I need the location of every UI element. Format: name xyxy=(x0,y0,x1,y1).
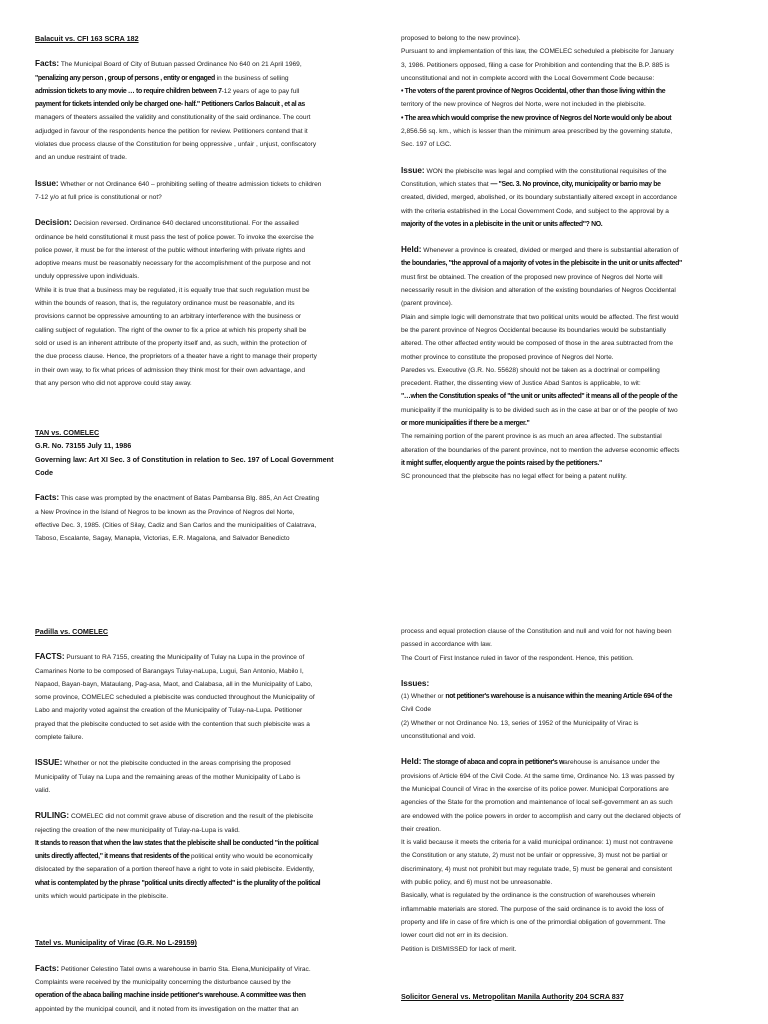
decision-line: adoptive means must be reasonably necessary for the accomplishment of the purpose and not xyxy=(35,260,311,268)
held-line: The remaining portion of the parent province is as much an area affected. The substantial xyxy=(401,433,662,441)
decision-line: While it is true that a business may be regulated, it is equally true that such regulation must be xyxy=(35,286,310,294)
facts-label: Facts: xyxy=(35,493,60,503)
held-line: municipality if the municipality is to be divided such as in the case at bar or of the people of two xyxy=(401,406,678,414)
held-line: Paredes vs. Executive (G.R. No. 55628) should not be taken as a doctrinal or compelling xyxy=(401,366,660,374)
held-line: altered. The other affected entity would be composed of those in the area subtracted from the xyxy=(401,340,674,348)
decision-label: Decision: xyxy=(35,218,72,228)
text-line: proposed to belong to the new province). xyxy=(401,35,521,42)
top-left-column xyxy=(35,32,369,546)
held-line: it might suffer, eloquently argue the points raised by the petitioners." xyxy=(401,459,602,467)
held-line: be the parent province of Negros Occidental because its boundaries would be substantially xyxy=(401,326,667,334)
bullet-line: • The area which would comprise the new province of Negros del Norte would only be about xyxy=(401,114,672,122)
held-line: discriminatory, 4) must not prohibit but may regulate trade, 5) must be general and consistent xyxy=(401,865,673,873)
held-line: agencies of the State for the promotion and maintenance of local self-government an as such xyxy=(401,799,673,807)
issue-line: (2) Whether or not Ordinance No. 13, series of 1952 of the Municipality of Virac is xyxy=(401,719,639,727)
ruling-line: what is contemplated by the phrase "political units directly affected" is the plurality of the political xyxy=(35,879,321,887)
issue-line: ISSUE: Whether or not the plebiscite conducted in the areas comprising the proposed xyxy=(35,758,291,768)
facts-line: "penalizing any person , group of persons , entity or engaged in the business of selling xyxy=(35,74,289,82)
case-gr-number: G.R. No. 73155 July 11, 1986 xyxy=(35,441,132,451)
issue-line: unconstitutional and void. xyxy=(401,733,476,741)
ruling-line: units which would participate in the plebiscite. xyxy=(35,893,169,901)
case-title-solgen: Solicitor General vs. Metropolitan Manila Authority 204 SCRA 837 xyxy=(401,991,624,1001)
decision-line: the due process clause. Hence, the proprietors of a theater have a right to manage their property xyxy=(35,353,317,361)
top-right-column xyxy=(401,32,735,484)
issue-line: with the criteria established in the Local Government Code, and subject to the approval by a xyxy=(401,207,669,215)
held-line: necessarily result in the division and alteration of the existing boundaries of Negros Occidental xyxy=(401,287,676,295)
held-line: lower court did not err in its decision. xyxy=(401,932,509,940)
held-line: inflammable materials are stored. The purpose of the said ordinance is to avoid the loss of xyxy=(401,905,664,913)
facts-line: admission tickets to any movie … to require children between 7-12 years of age to pay full xyxy=(35,87,300,95)
bottom-left-column xyxy=(35,625,369,1016)
issue-line: 7-12 y/o at full price is constitutional or not? xyxy=(35,193,162,201)
ruling-line: rejecting the creation of the new municipality of Tulay-na-Lupa is valid. xyxy=(35,826,240,834)
facts-line: Labo and majority voted against the creation of the Municipality of Tulay-na-Lupa. Petitioner xyxy=(35,707,303,715)
decision-line: Decision: Decision reversed. Ordinance 640 declared unconstitutional. For the assailed xyxy=(35,218,299,228)
held-line: must first be obtained. The creation of the proposed new province of Negros del Norte will xyxy=(401,273,663,281)
facts-line: payment for tickets intended only be charged one- half." Petitioners Carlos Balacuit , et al as xyxy=(35,101,305,109)
issue-line: Constitution, which states that — "Sec. 3. No province, city, municipality or barrio may be xyxy=(401,180,661,188)
issue-line: Issue: Whether or not Ordinance 640 – prohibiting selling of theatre admission tickets to children xyxy=(35,178,322,188)
decision-line: calling subject of regulation. The right of the owner to fix a price at which his property shall be xyxy=(35,326,307,334)
issue-line: Issue: WON the plebiscite was legal and complied with the constitutional requisites of the xyxy=(401,165,667,175)
held-line: Held: The storage of abaca and copra in petitioner's warehouse is anuisance under the xyxy=(401,757,660,767)
held-line: mother province to constitute the proposed province of Negros del Norte. xyxy=(401,353,614,361)
text-line: Pursuant to and implementation of this law, the COMELEC scheduled a plebiscite for January xyxy=(401,48,674,56)
decision-line: in their own way, to fix what prices of admission they think most for their own advantage, and xyxy=(35,366,305,374)
issue-label: ISSUE: xyxy=(35,758,63,768)
decision-line: within the bounds of reason, that is, the regulatory ordinance must be reasonable, and its xyxy=(35,300,295,308)
case-title-balacuit: Balacuit vs. CFI 163 SCRA 182 xyxy=(35,34,139,43)
governing-law: Code xyxy=(35,468,53,478)
text-line: process and equal protection clause of the Constitution and null and void for not having been xyxy=(401,628,672,635)
facts-line: Facts: The Municipal Board of City of Butuan passed Ordinance No 640 on 21 April 1969, xyxy=(35,59,302,69)
facts-line: Napaod, Bayan-bayn, Mataulang, Pag-asa, Maot, and Calabasa, all in the Municipality of Labo, xyxy=(35,680,313,688)
held-line: or more municipalities if there be a merger." xyxy=(401,420,530,428)
facts-line: complete failure. xyxy=(35,734,84,742)
held-label: Held: xyxy=(401,245,422,255)
bullet-line: • The voters of the parent province of Negros Occidental, other than those living within the xyxy=(401,88,666,96)
facts-line: some province, COMELEC scheduled a plebiscite was conducted throughout the Municipality of xyxy=(35,694,315,702)
text-line: territory of the new province of Negros del Norte, were not included in the plebiscite. xyxy=(401,101,646,109)
case-title-tan: TAN vs. COMELEC xyxy=(35,428,100,438)
held-line: "…when the Constitution speaks of "the unit or units affected" it means all of the people of the xyxy=(401,393,678,401)
held-line: their creation. xyxy=(401,825,441,833)
facts-line: operation of the abaca bailing machine inside petitioner's warehouse. A committee was then xyxy=(35,992,306,1000)
case-title-tatel: Tatel vs. Municipality of Virac (G.R. No L-29159) xyxy=(35,938,197,948)
held-label: Held: xyxy=(401,757,422,767)
held-line: It is valid because it meets the criteria for a valid municipal ordinance: 1) must not contravene xyxy=(401,839,673,847)
decision-line: that any person who did not approve could stay away. xyxy=(35,379,192,387)
held-line: Basically, what is regulated by the ordinance is the construction of warehouses wherein xyxy=(401,892,656,900)
issue-label: Issue: xyxy=(401,165,425,175)
facts-line: a New Province in the Island of Negros to be known as the Province of Negros del Norte, xyxy=(35,508,295,516)
bottom-right-column xyxy=(401,625,735,1003)
facts-line: managers of theaters assailed the validity and constitutionality of the said ordinance. The court xyxy=(35,114,311,122)
ruling-line: units directly affected," it means that residents of the political entity who would be economically xyxy=(35,853,313,861)
decision-line: unduly oppressive upon individuals. xyxy=(35,273,140,281)
held-line: property and life in case of fire which is one of the primordial obligation of government. The xyxy=(401,918,666,926)
decision-line: ordinance be held constitutional it must pass the test of police power. To invoke the exercise the xyxy=(35,233,314,241)
held-line: Plain and simple logic will demonstrate that two political units would be affected. The first would xyxy=(401,313,679,321)
held-line: alteration of the boundaries of the parent province, not to mention the adverse economic effects xyxy=(401,446,680,454)
held-line: the Constitution or any statute, 2) must not be unfair or oppressive, 3) must not be partial or xyxy=(401,852,668,860)
facts-line: Facts: Petitioner Celestino Tatel owns a warehouse in barrio Sta. Elena,Municipality of Virac. xyxy=(35,963,311,973)
decision-line: provisions cannot be oppressive amounting to an arbitrary interference with the business or xyxy=(35,313,302,321)
text-line: unconstitutional and not in complete accord with the Local Government Code because: xyxy=(401,74,655,82)
facts-line: FACTS: Pursuant to RA 7155, creating the Municipality of Tulay na Lupa in the province of xyxy=(35,652,305,662)
issues-label: Issues: xyxy=(401,678,430,688)
text-line: 3, 1986. Petitioners opposed, filing a case for Prohibition and contending that the B.P. 885 is xyxy=(401,61,670,69)
facts-line: violates due process clause of the Constitution for being oppressive , unfair , unjust, confiscatory xyxy=(35,141,317,149)
text-line: 2,856.56 sq. km., which is lesser than the minimum area prescribed by the governing statute, xyxy=(401,128,673,136)
held-line: provisions of Article 694 of the Civil Code. At the same time, Ordinance No. 13 was passed by xyxy=(401,772,675,780)
facts-line: appointed by the municipal council, and it noted from its investigation on the matter that an xyxy=(35,1005,299,1013)
facts-line: Taboso, Escalante, Sagay, Manapla, Victorias, E.R. Magalona, and Salvador Benedicto xyxy=(35,535,290,543)
facts-line: prayed that the plebiscite conducted to set aside with the contention that such plebiscite was a xyxy=(35,720,310,728)
text-line: The Court of First Instance ruled in favor of the respondent. Hence, this petition. xyxy=(401,654,634,662)
decision-line: police power, it must be for the interest of the public without interfering with private rights and xyxy=(35,246,306,254)
issue-line: Municipality of Tulay na Lupa and the remaining areas of the mother Municipality of Labo is xyxy=(35,773,301,781)
text-line: Sec. 197 of LGC. xyxy=(401,141,452,149)
held-line: precedent. Rather, the dissenting view of Justice Abad Santos is applicable, to wit: xyxy=(401,380,641,388)
facts-line: Facts: This case was prompted by the enactment of Batas Pambansa Blg. 885, An Act Creating xyxy=(35,493,320,503)
ruling-line: dislocated by the separation of a portion thereof have a right to vote in said plebiscite. Evidently, xyxy=(35,866,315,874)
held-line: Held: Whenever a province is created, divided or merged and there is substantial alteration of xyxy=(401,245,679,255)
decision-line: sold or used is an inherent attribute of the property itself and, as such, within the protection of xyxy=(35,339,307,347)
governing-law: Governing law: Art XI Sec. 3 of Constitution in relation to Sec. 197 of Local Government xyxy=(35,454,334,464)
held-line: are endowed with the police powers in order to accomplish and carry out the declared objects of xyxy=(401,812,681,820)
ruling-line: It stands to reason that when the law states that the plebiscite shall be conducted "in the political xyxy=(35,839,319,847)
ruling-label: RULING: xyxy=(35,811,70,821)
held-line: (parent province). xyxy=(401,300,453,308)
ruling-line: RULING: COMELEC did not commit grave abuse of discretion and the result of the plebiscite xyxy=(35,811,314,821)
held-line: the Municipal Council of Virac in the exercise of its police power. Municipal Corporations are xyxy=(401,785,669,793)
facts-line: effective Dec. 3, 1985. (Cities of Silay, Cadiz and San Carlos and the municipalities of Calatrava, xyxy=(35,521,317,529)
facts-label: Facts: xyxy=(35,963,60,973)
facts-line: adjudged in favour of the respondents hence the petition for review. Petitioners contend that it xyxy=(35,127,308,135)
issue-line: (1) Whether or not petitioner's warehouse is a nuisance within the meaning Article 694 of the xyxy=(401,693,673,701)
facts-line: Complaints were received by the municipality concerning the disturbance caused by the xyxy=(35,978,291,986)
held-line: Petition is DISMISSED for lack of merit. xyxy=(401,945,517,953)
facts-label: Facts: xyxy=(35,59,60,69)
facts-line: and an undue restraint of trade. xyxy=(35,154,128,162)
held-line: SC pronounced that the plebscite has no legal effect for being a patent nullity. xyxy=(401,473,627,481)
text-line: passed in accordance with law. xyxy=(401,641,492,649)
issue-label: Issue: xyxy=(35,178,59,188)
facts-label: FACTS: xyxy=(35,652,65,662)
issue-line: created, divided, merged, abolished, or its boundary substantially altered except in accordance xyxy=(401,194,678,202)
issue-line: valid. xyxy=(35,786,51,794)
held-line: with public policy, and 6) must not be unreasonable. xyxy=(401,879,553,887)
facts-line: Camarines Norte to be composed of Barangays Tulay-naLupa, Lugui, San Antonio, Mabilo I, xyxy=(35,667,304,675)
case-title-padilla: Padilla vs. COMELEC xyxy=(35,627,109,636)
issue-line: Civil Code xyxy=(401,706,432,714)
issue-line: majority of the votes in a plebiscite in the unit or units affected"? NO. xyxy=(401,220,603,228)
held-line: the boundaries, "the approval of a majority of votes in the plebiscite in the unit or units affected" xyxy=(401,260,682,268)
